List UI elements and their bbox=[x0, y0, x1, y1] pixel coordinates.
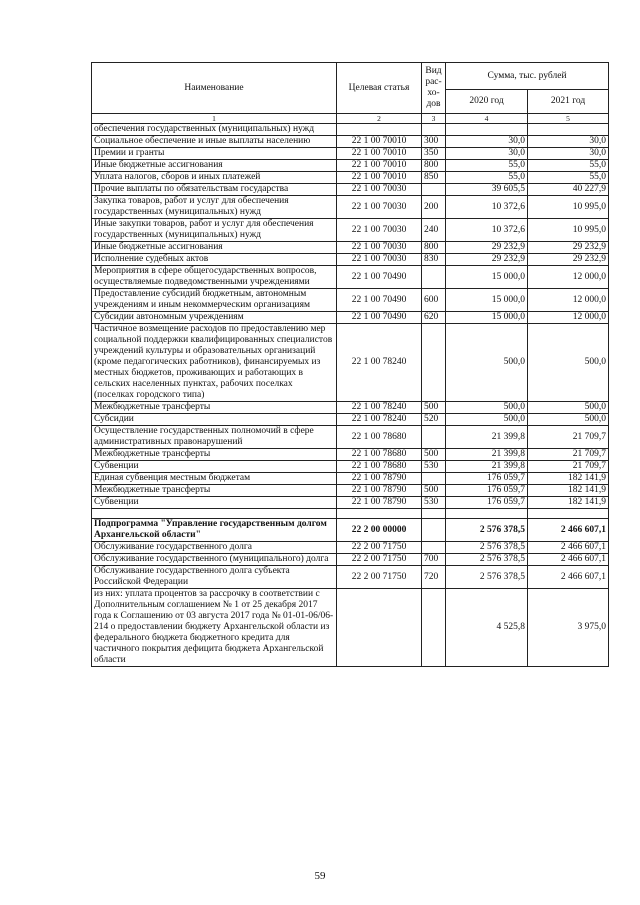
row-2020: 29 232,9 bbox=[446, 242, 528, 254]
row-name: Субсидии bbox=[92, 414, 337, 426]
header-year-2020: 2020 год bbox=[446, 90, 528, 114]
row-2020: 30,0 bbox=[446, 136, 528, 148]
row-vid: 720 bbox=[422, 566, 446, 589]
row-vid: 300 bbox=[422, 136, 446, 148]
row-code: 22 1 00 70030 bbox=[337, 184, 422, 196]
row-2020: 30,0 bbox=[446, 148, 528, 160]
table-row bbox=[92, 172, 609, 184]
budget-table bbox=[91, 62, 609, 667]
row-vid: 500 bbox=[422, 449, 446, 461]
row-vid bbox=[422, 266, 446, 289]
row-name: Субсидии автономным учреждениям bbox=[92, 312, 337, 324]
row-2020: 2 576 378,5 bbox=[446, 554, 528, 566]
row-code: 22 1 00 70030 bbox=[337, 254, 422, 266]
row-name: Осуществление государственных полномочий в сфере административных правонарушений bbox=[92, 426, 337, 449]
row-name: Закупка товаров, работ и услуг для обеспечения государственных (муниципальных) нужд bbox=[92, 196, 337, 219]
table-row bbox=[92, 184, 609, 196]
row-name: Предоставление субсидий бюджетным, автономным учреждениям и иным некоммерческим организациям bbox=[92, 289, 337, 312]
row-name: Социальное обеспечение и иные выплаты населению bbox=[92, 136, 337, 148]
table-row bbox=[92, 414, 609, 426]
row-2021 bbox=[528, 124, 609, 136]
subprogram-row bbox=[92, 519, 609, 542]
page-number: 59 bbox=[314, 870, 326, 882]
row-vid bbox=[422, 324, 446, 402]
column-index: 4 bbox=[446, 114, 528, 124]
row-2020: 4 525,8 bbox=[446, 589, 528, 667]
subprogram-code: 22 2 00 00000 bbox=[337, 519, 422, 542]
table-row bbox=[92, 242, 609, 254]
row-code: 22 1 00 78790 bbox=[337, 497, 422, 509]
row-vid: 700 bbox=[422, 554, 446, 566]
row-code: 22 1 00 70010 bbox=[337, 136, 422, 148]
row-code: 22 1 00 70490 bbox=[337, 266, 422, 289]
row-2020: 21 399,8 bbox=[446, 426, 528, 449]
row-2020: 10 372,6 bbox=[446, 219, 528, 242]
row-name: Частичное возмещение расходов по предоставлению мер социальной поддержки квалифицированных специалистов учреждений культуры и образовательных организаций (кроме педагогических работников), финансируемых из местных бюджетов, проживающих и работающих в сельских населенных пунктах, рабочих поселках (поселках городского типа) bbox=[92, 324, 337, 402]
row-vid: 800 bbox=[422, 160, 446, 172]
row-name: Прочие выплаты по обязательствам государства bbox=[92, 184, 337, 196]
subprogram-section bbox=[92, 519, 609, 542]
row-2020 bbox=[446, 124, 528, 136]
row-2021: 21 709,7 bbox=[528, 449, 609, 461]
row-code: 22 1 00 78790 bbox=[337, 485, 422, 497]
row-2021: 2 466 607,1 bbox=[528, 542, 609, 554]
row-code: 22 1 00 78240 bbox=[337, 324, 422, 402]
row-vid: 350 bbox=[422, 148, 446, 160]
row-name: Межбюджетные трансферты bbox=[92, 449, 337, 461]
header-sum: Сумма, тыс. рублей bbox=[446, 63, 609, 90]
row-vid: 200 bbox=[422, 196, 446, 219]
row-code: 22 1 00 70030 bbox=[337, 196, 422, 219]
table-row bbox=[92, 497, 609, 509]
row-name: обеспечения государственных (муниципальных) нужд bbox=[92, 124, 337, 136]
row-code: 22 1 00 70010 bbox=[337, 172, 422, 184]
row-vid: 520 bbox=[422, 414, 446, 426]
row-vid: 530 bbox=[422, 461, 446, 473]
row-2021: 10 995,0 bbox=[528, 219, 609, 242]
table-row bbox=[92, 254, 609, 266]
row-2021: 21 709,7 bbox=[528, 461, 609, 473]
row-2021: 12 000,0 bbox=[528, 266, 609, 289]
row-name: Иные закупки товаров, работ и услуг для обеспечения государственных (муниципальных) нужд bbox=[92, 219, 337, 242]
row-code: 22 1 00 70490 bbox=[337, 289, 422, 312]
row-vid: 240 bbox=[422, 219, 446, 242]
row-code: 22 1 00 70010 bbox=[337, 160, 422, 172]
row-code: 22 1 00 78240 bbox=[337, 414, 422, 426]
row-2020: 2 576 378,5 bbox=[446, 542, 528, 554]
column-index: 3 bbox=[422, 114, 446, 124]
row-vid: 800 bbox=[422, 242, 446, 254]
row-2021: 2 466 607,1 bbox=[528, 566, 609, 589]
row-name: Иные бюджетные ассигнования bbox=[92, 242, 337, 254]
row-name: Обслуживание государственного (муниципального) долга bbox=[92, 554, 337, 566]
table-row bbox=[92, 266, 609, 289]
table-row bbox=[92, 485, 609, 497]
table-row bbox=[92, 402, 609, 414]
table-row bbox=[92, 566, 609, 589]
row-vid bbox=[422, 184, 446, 196]
row-2021: 182 141,9 bbox=[528, 473, 609, 485]
table-body bbox=[92, 124, 609, 509]
row-2021: 2 466 607,1 bbox=[528, 554, 609, 566]
row-name: Субвенции bbox=[92, 461, 337, 473]
row-2020: 176 059,7 bbox=[446, 485, 528, 497]
table-row bbox=[92, 554, 609, 566]
table-row bbox=[92, 461, 609, 473]
row-2020: 15 000,0 bbox=[446, 312, 528, 324]
header-code: Целевая статья bbox=[337, 63, 422, 114]
table-row bbox=[92, 289, 609, 312]
table-row bbox=[92, 542, 609, 554]
row-2021: 500,0 bbox=[528, 414, 609, 426]
row-vid: 830 bbox=[422, 254, 446, 266]
row-code: 22 1 00 78680 bbox=[337, 426, 422, 449]
row-2020: 15 000,0 bbox=[446, 289, 528, 312]
row-code: 22 1 00 78240 bbox=[337, 402, 422, 414]
row-vid: 530 bbox=[422, 497, 446, 509]
row-code: 22 1 00 70010 bbox=[337, 148, 422, 160]
row-name: Исполнение судебных актов bbox=[92, 254, 337, 266]
row-code: 22 1 00 78680 bbox=[337, 461, 422, 473]
row-2021: 21 709,7 bbox=[528, 426, 609, 449]
row-code: 22 1 00 70030 bbox=[337, 219, 422, 242]
row-2021: 30,0 bbox=[528, 136, 609, 148]
row-2021: 12 000,0 bbox=[528, 312, 609, 324]
row-2021: 55,0 bbox=[528, 172, 609, 184]
row-2021: 500,0 bbox=[528, 324, 609, 402]
row-name: Премии и гранты bbox=[92, 148, 337, 160]
row-code: 22 2 00 71750 bbox=[337, 566, 422, 589]
row-2020: 500,0 bbox=[446, 402, 528, 414]
header-vid: Вид рас- хо- дов bbox=[422, 63, 446, 114]
row-2021: 55,0 bbox=[528, 160, 609, 172]
row-2020: 55,0 bbox=[446, 172, 528, 184]
subprogram-2021: 2 466 607,1 bbox=[528, 519, 609, 542]
column-index-row bbox=[92, 114, 609, 124]
row-2020: 15 000,0 bbox=[446, 266, 528, 289]
table-row bbox=[92, 426, 609, 449]
last-section bbox=[92, 589, 609, 667]
row-vid bbox=[422, 473, 446, 485]
table-row bbox=[92, 324, 609, 402]
row-2021: 12 000,0 bbox=[528, 289, 609, 312]
row-2021: 29 232,9 bbox=[528, 254, 609, 266]
row-code: 22 1 00 70030 bbox=[337, 242, 422, 254]
row-name: Единая субвенция местным бюджетам bbox=[92, 473, 337, 485]
row-code: 22 1 00 78680 bbox=[337, 449, 422, 461]
row-2021: 29 232,9 bbox=[528, 242, 609, 254]
row-vid: 500 bbox=[422, 485, 446, 497]
header-name: Наименование bbox=[92, 63, 337, 114]
row-2020: 176 059,7 bbox=[446, 497, 528, 509]
row-vid bbox=[422, 589, 446, 667]
spacer-row bbox=[92, 509, 609, 519]
spacer-section bbox=[92, 509, 609, 519]
row-name: Обслуживание государственного долга bbox=[92, 542, 337, 554]
row-vid bbox=[422, 124, 446, 136]
row-name: из них: уплата процентов за рассрочку в соответствии с Дополнительным соглашением № 1 от 25 декабря 2017 года к Соглашению от 03 августа 2017 года № 01-01-06/06-214 о предоставлении бюджету Архангельской области из федерального бюджета бюджетного кредита для частичного покрытия дефицита бюджета Архангельской области bbox=[92, 589, 337, 667]
row-2021: 30,0 bbox=[528, 148, 609, 160]
table-row bbox=[92, 473, 609, 485]
table-row bbox=[92, 136, 609, 148]
subprogram-name: Подпрограмма "Управление государственным долгом Архангельской области" bbox=[92, 519, 337, 542]
row-code: 22 2 00 71750 bbox=[337, 542, 422, 554]
table-row bbox=[92, 312, 609, 324]
row-name: Уплата налогов, сборов и иных платежей bbox=[92, 172, 337, 184]
row-2021: 182 141,9 bbox=[528, 485, 609, 497]
row-name: Мероприятия в сфере общегосударственных вопросов, осуществляемые подведомственными учреждениями bbox=[92, 266, 337, 289]
row-vid bbox=[422, 542, 446, 554]
table-header bbox=[92, 63, 609, 124]
table-row bbox=[92, 219, 609, 242]
row-name: Субвенции bbox=[92, 497, 337, 509]
row-2020: 2 576 378,5 bbox=[446, 566, 528, 589]
row-2020: 500,0 bbox=[446, 414, 528, 426]
table-row bbox=[92, 196, 609, 219]
row-code bbox=[337, 589, 422, 667]
row-code: 22 1 00 70490 bbox=[337, 312, 422, 324]
row-2020: 10 372,6 bbox=[446, 196, 528, 219]
row-name: Обслуживание государственного долга субъекта Российской Федерации bbox=[92, 566, 337, 589]
column-index: 2 bbox=[337, 114, 422, 124]
row-2020: 21 399,8 bbox=[446, 449, 528, 461]
row-2021: 3 975,0 bbox=[528, 589, 609, 667]
row-code: 22 2 00 71750 bbox=[337, 554, 422, 566]
table-row bbox=[92, 124, 609, 136]
subprogram-vid bbox=[422, 519, 446, 542]
row-name: Иные бюджетные ассигнования bbox=[92, 160, 337, 172]
row-2020: 39 605,5 bbox=[446, 184, 528, 196]
header-year-2021: 2021 год bbox=[528, 90, 609, 114]
table-row bbox=[92, 449, 609, 461]
row-2021: 10 995,0 bbox=[528, 196, 609, 219]
table-row bbox=[92, 160, 609, 172]
row-vid: 850 bbox=[422, 172, 446, 184]
row-vid: 500 bbox=[422, 402, 446, 414]
row-name: Межбюджетные трансферты bbox=[92, 402, 337, 414]
row-2021: 182 141,9 bbox=[528, 497, 609, 509]
row-2020: 500,0 bbox=[446, 324, 528, 402]
row-vid: 620 bbox=[422, 312, 446, 324]
row-name: Межбюджетные трансферты bbox=[92, 485, 337, 497]
row-2021: 40 227,9 bbox=[528, 184, 609, 196]
row-2020: 29 232,9 bbox=[446, 254, 528, 266]
row-code bbox=[337, 124, 422, 136]
column-index: 5 bbox=[528, 114, 609, 124]
table-body-2 bbox=[92, 542, 609, 589]
row-vid: 600 bbox=[422, 289, 446, 312]
row-2021: 500,0 bbox=[528, 402, 609, 414]
subprogram-2020: 2 576 378,5 bbox=[446, 519, 528, 542]
column-index: 1 bbox=[92, 114, 337, 124]
row-code: 22 1 00 78790 bbox=[337, 473, 422, 485]
table-row-last bbox=[92, 589, 609, 667]
row-2020: 176 059,7 bbox=[446, 473, 528, 485]
row-2020: 21 399,8 bbox=[446, 461, 528, 473]
row-vid bbox=[422, 426, 446, 449]
table-row bbox=[92, 148, 609, 160]
row-2020: 55,0 bbox=[446, 160, 528, 172]
